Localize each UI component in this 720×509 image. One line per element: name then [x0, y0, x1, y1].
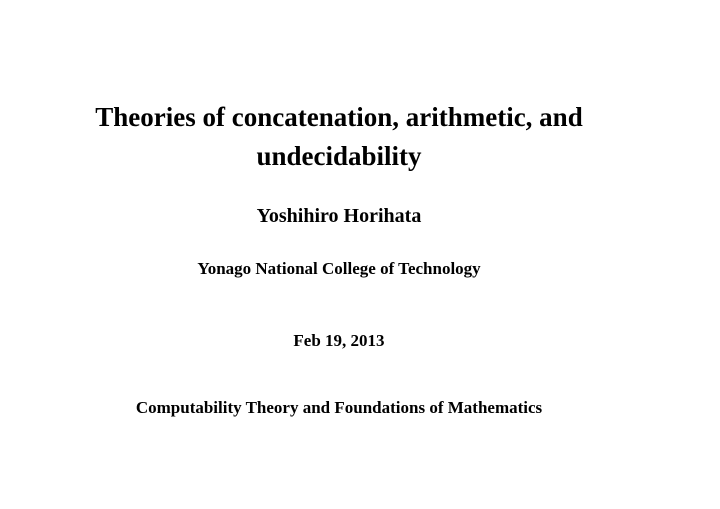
- event-name: Computability Theory and Foundations of Mathematics: [135, 398, 543, 417]
- presentation-date: Feb 19, 2013: [293, 331, 385, 350]
- author-name: Yoshihiro Horihata: [256, 205, 422, 227]
- slide-title-line-2: undecidability: [256, 141, 422, 171]
- slide-title-line-1: Theories of concatenation, arithmetic, and: [95, 102, 583, 132]
- author-affiliation: Yonago National College of Technology: [197, 259, 481, 278]
